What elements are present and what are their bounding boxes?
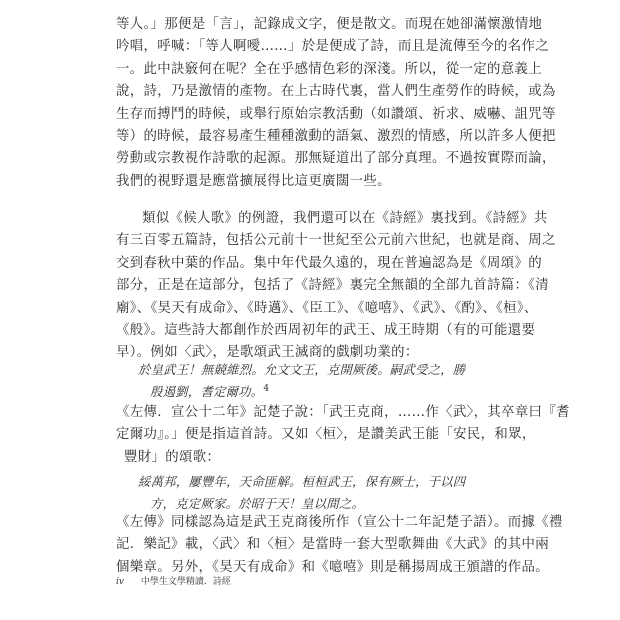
text-line: 等人。」那便是「言」，記錄成文字，便是散文。而現在她卻滿懷激情地: [116, 17, 543, 32]
text-line: 廟》、《昊天有成命》、《時邁》、《臣工》、《噫嘻》、《武》、《酌》、《桓》、: [116, 300, 538, 316]
text-line: 豐財」的頌歌：: [124, 449, 221, 465]
text-line: 《般》。這些詩大都創作於西周初年的武王、成王時期（有的可能還要: [116, 323, 536, 339]
paragraph-2: [116, 208, 556, 365]
poem-line: [138, 381, 504, 403]
text-line: 吟唱，呼喊：「等人啊噯……」於是便成了詩，而且是流傳至今的名作之: [116, 39, 549, 55]
text-line: 有三百零五篇詩，包括公元前十一世紀至公元前六世紀，也就是商、周之: [116, 233, 556, 249]
text-line: 交到春秋中葉的作品。集中年代最久遠的，現在普遍認為是《周頌》的: [116, 255, 542, 271]
poem-line: 於皇武王！無競維烈。允文文王，克開厥後。嗣武受之，勝: [138, 362, 466, 377]
text-line: 等）的時候，最容易產生種種激動的語氣、激烈的情感，所以許多人便把: [116, 129, 556, 145]
text-line: 個樂章。另外，《昊天有成命》和《噫嘻》則是稱揚周成王頒譜的作品。: [116, 559, 549, 575]
paragraph-4: [116, 512, 563, 579]
page-number: iv: [116, 577, 124, 587]
poem-quote-wu: [138, 359, 504, 404]
text-line: 類似《候人歌》的例證，我們還可以在《詩經》裏找到。《詩經》共: [142, 211, 548, 226]
text-line: 我們的視野還是應當擴展得比這更廣闊一些。: [116, 173, 391, 189]
poem-line: 綏萬邦，屢豐年，天命匪解。桓桓武王，保有厥士，于以四: [138, 474, 466, 489]
footnote-marker[interactable]: 4: [263, 384, 270, 395]
text-line: 定爾功』。」便是指這首詩。又如〈桓〉，是讚美武王能「安民，和眾，: [116, 427, 536, 443]
text-line: 記．樂記》載，〈武〉和〈桓〉是當時一套大型歌舞曲《大武》的其中兩: [116, 537, 549, 553]
page-footer: [116, 574, 231, 587]
poem-line-text: 殷遏劉，耆定爾功。: [150, 384, 264, 400]
text-line: 生存而搏鬥的時候，或舉行原始宗教活動（如讚頌、祈求、威嚇、詛咒等: [116, 106, 556, 122]
book-title: 中學生文學精讀．詩經: [140, 577, 231, 587]
poem-quote-huan: [138, 471, 504, 516]
text-line: 部分，正是在這部分，包括了《詩經》裏完全無韻的全部九首詩篇：《清: [116, 278, 549, 294]
text-line: 說，詩，乃是激情的產物。在上古時代裏，當人們生產勞作的時候，或為: [116, 84, 556, 100]
text-line: 早）。例如〈武〉，是歌頌武王滅商的戲劇功業的：: [116, 345, 419, 361]
paragraph-1: [116, 14, 556, 193]
text-line: 一。此中訣竅何在呢？全在乎感情色彩的深淺。所以，從一定的意義上: [116, 61, 542, 77]
text-line: 《左傳》同樣認為這是武王克商後所作（宣公十二年記楚子語）。而據《禮: [116, 515, 563, 530]
text-line: 勞動或宗教視作詩歌的起源。那無疑道出了部分真理。不過按實際而論，: [116, 151, 556, 167]
paragraph-3: [116, 402, 570, 469]
text-line: 《左傳．宣公十二年》記楚子說：「武王克商，……作〈武〉，其卒章曰『耆: [116, 405, 570, 420]
poem-line: 方，克定厥家。於昭于天！皇以間之。: [150, 496, 365, 512]
